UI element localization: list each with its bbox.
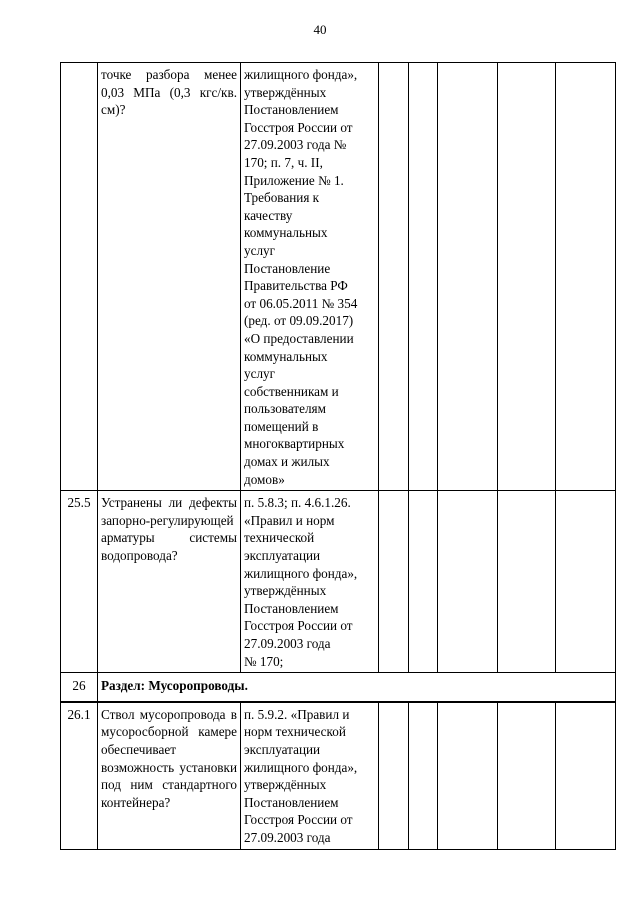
table-row [61, 491, 616, 673]
remarks-cell [556, 491, 616, 673]
section-row [61, 673, 616, 702]
reference-line: эксплуатации [244, 741, 321, 757]
not-applicable-cell [438, 491, 498, 673]
table-row [61, 63, 616, 491]
answer-yes-cell [379, 491, 409, 673]
reference-line: № 170; [244, 653, 284, 669]
reference-line: технической [244, 530, 315, 546]
reference-line: жилищного фонда», [244, 759, 358, 775]
reference-line: многоквартирных [244, 436, 345, 452]
reference-line: домах и жилых [244, 454, 330, 470]
reference-line: п. 5.8.3; п. 4.6.1.26. [244, 495, 351, 511]
reference-line: Постановление [244, 260, 331, 276]
question-cell: Ствол мусоропровода в мусоросборной камере обеспечивает возможность установки под ним стандартного контейнера? [98, 702, 241, 849]
reference-line: коммунальных [244, 225, 328, 241]
notes-cell [498, 491, 556, 673]
reference-line: эксплуатации [244, 548, 321, 564]
reference-line: утверждённых [244, 583, 327, 599]
answer-yes-cell [379, 702, 409, 849]
table-row [61, 702, 616, 849]
answer-yes-cell [379, 63, 409, 491]
reference-line: от 06.05.2011 № 354 [244, 295, 358, 311]
reference-line: коммунальных [244, 348, 328, 364]
answer-no-cell [409, 702, 438, 849]
section-number: 26 [61, 673, 98, 702]
reference-line: услуг [244, 366, 276, 382]
reference-line: услуг [244, 242, 276, 258]
reference-line: утверждённых [244, 777, 327, 793]
section-title: Раздел: Мусоропроводы. [98, 673, 616, 702]
reference-line: домов» [244, 471, 285, 487]
row-number: 26.1 [61, 702, 98, 849]
reference-line: 27.09.2003 года [244, 636, 331, 651]
reference-line: 27.09.2003 года № [244, 137, 347, 153]
reference-line: 27.09.2003 года [244, 829, 331, 845]
reference-line: Постановлением [244, 600, 339, 616]
notes-cell [498, 63, 556, 491]
reference-line: Госстроя России от [244, 812, 353, 828]
reference-cell [241, 702, 379, 849]
question-cell: Устранены ли дефекты запорно-регулирующей арматуры системы водопровода? [98, 491, 241, 673]
reference-line: Госстроя России от [244, 119, 353, 135]
reference-line: пользователям [244, 401, 326, 417]
remarks-cell [556, 63, 616, 491]
not-applicable-cell [438, 702, 498, 849]
question-cell: точке разбора менее 0,03 МПа (0,3 кгс/кв. см)? [98, 63, 241, 491]
reference-line: Постановлением [244, 794, 339, 810]
checklist-table [60, 62, 616, 850]
reference-line: Правительства РФ [244, 278, 348, 294]
reference-line: Постановлением [244, 102, 339, 118]
reference-line: 170; п. 7, ч. II, [244, 154, 323, 170]
answer-no-cell [409, 63, 438, 491]
reference-line: помещений в [244, 418, 319, 434]
reference-line: (ред. от 09.09.2017) [244, 313, 354, 329]
notes-cell [498, 702, 556, 849]
reference-line: норм технической [244, 724, 346, 740]
row-number [61, 63, 98, 491]
reference-line: Госстроя России от [244, 618, 353, 634]
reference-line: жилищного фонда», [244, 67, 358, 82]
row-number: 25.5 [61, 491, 98, 673]
reference-line: Приложение № 1. [244, 172, 344, 188]
reference-line: п. 5.9.2. «Правил и [244, 706, 350, 722]
reference-line: утверждённых [244, 84, 327, 100]
reference-line: собственникам и [244, 383, 339, 399]
reference-line: жилищного фонда», [244, 565, 358, 581]
reference-line: «Правил и норм [244, 512, 335, 528]
page-number: 40 [313, 22, 327, 37]
reference-line: Требования к [244, 190, 320, 206]
remarks-cell [556, 702, 616, 849]
reference-line: «О предоставлении [244, 330, 354, 346]
reference-cell [241, 491, 379, 673]
reference-line: качеству [244, 207, 293, 223]
reference-cell [241, 63, 379, 491]
answer-no-cell [409, 491, 438, 673]
not-applicable-cell [438, 63, 498, 491]
